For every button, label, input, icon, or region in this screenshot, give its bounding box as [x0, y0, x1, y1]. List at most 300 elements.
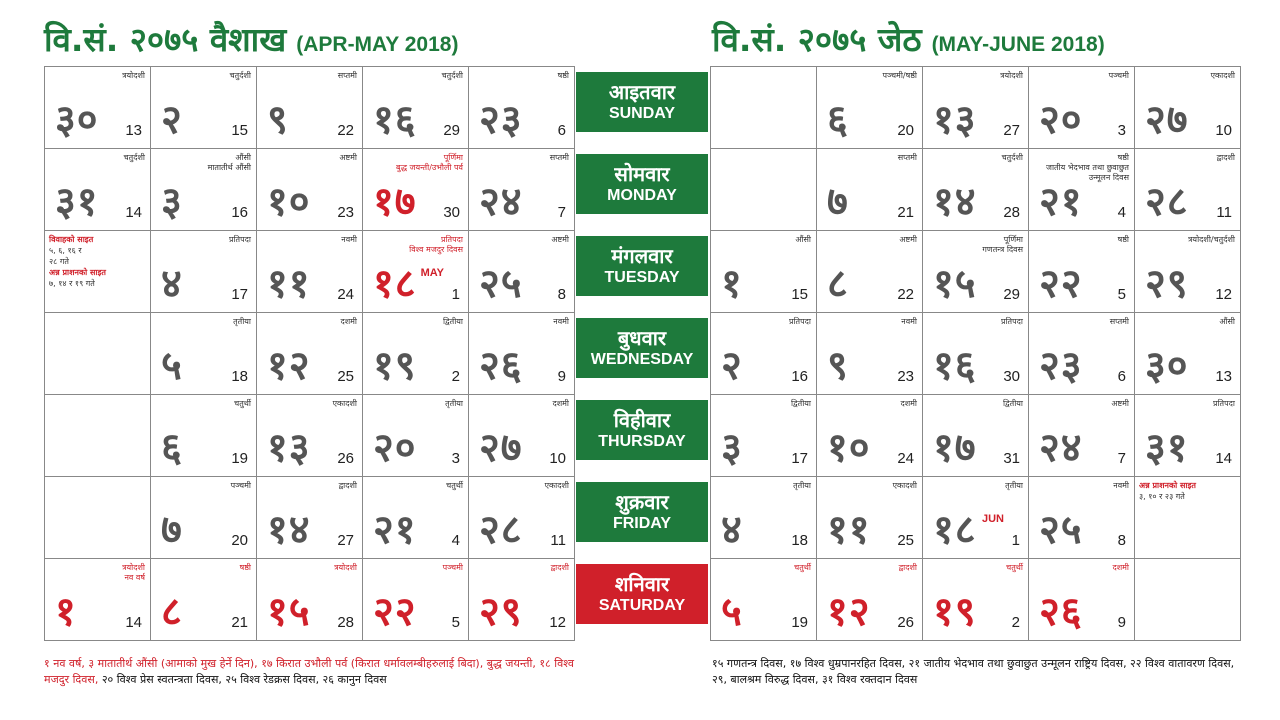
- nepali-date: ७: [161, 507, 183, 553]
- weekday-nepali: बुधवार: [617, 326, 667, 350]
- weekday-english: TUESDAY: [604, 269, 680, 286]
- english-date: 20: [897, 122, 914, 139]
- day-cell: [151, 67, 257, 149]
- tithi-label: तृतीया: [233, 317, 251, 326]
- nepali-date: ८: [161, 589, 183, 635]
- day-cell: [363, 149, 469, 231]
- day-cell: [151, 149, 257, 231]
- footer-holidays-baisakh: [44, 656, 574, 688]
- nepali-date: ९: [827, 343, 849, 389]
- day-cell: [45, 559, 151, 641]
- tithi-label: द्वितीया: [1002, 399, 1023, 408]
- day-cell: [1029, 313, 1135, 395]
- nepali-date: २२: [373, 589, 417, 635]
- day-cell: [363, 559, 469, 641]
- tithi-label: द्वादशी: [1216, 153, 1235, 162]
- english-date: 6: [1117, 368, 1126, 385]
- tithi-label: नवमी: [553, 317, 569, 326]
- english-date: 1: [1011, 532, 1020, 549]
- day-cell: [363, 67, 469, 149]
- day-cell: [151, 313, 257, 395]
- nepali-date: १३: [267, 425, 311, 471]
- day-cell: [257, 313, 363, 395]
- english-date: 19: [791, 614, 808, 631]
- nepali-date: २८: [479, 507, 523, 553]
- nepali-date: १: [721, 261, 743, 307]
- day-cell: [1135, 149, 1241, 231]
- day-cell: [923, 395, 1029, 477]
- english-date: 28: [1003, 204, 1020, 221]
- day-cell: [817, 313, 923, 395]
- day-cell: [817, 67, 923, 149]
- day-cell: [711, 67, 817, 149]
- day-cell: [257, 477, 363, 559]
- english-month: JUN: [981, 513, 1004, 525]
- english-date: 8: [557, 286, 566, 303]
- nepali-date: १७: [933, 425, 977, 471]
- nepali-date: १८: [933, 507, 977, 553]
- day-cell: [151, 559, 257, 641]
- tithi-label: द्वादशी: [898, 563, 917, 572]
- english-date: 27: [1003, 122, 1020, 139]
- english-date: 14: [125, 614, 142, 631]
- tithi-label: पञ्चमी: [230, 481, 251, 490]
- tithi-label: तृतीया: [445, 399, 463, 408]
- english-date: 4: [451, 532, 460, 549]
- weekday-english: MONDAY: [607, 187, 677, 204]
- tithi-label: चतुर्थी: [1006, 563, 1023, 572]
- tithi-label: अष्टमी: [1111, 399, 1129, 408]
- nepali-date: २५: [479, 261, 523, 307]
- nepali-date: ३१: [55, 179, 99, 225]
- weekday-english: SATURDAY: [598, 597, 686, 614]
- english-date: 25: [337, 368, 354, 385]
- english-date: 11: [550, 532, 566, 549]
- holiday-text: १ नव वर्ष, ३ मातातीर्थ औंसी (आमाको मुख हेर्ने दिन),: [44, 657, 262, 670]
- note-line: अन्न प्राशनको साइत: [1139, 481, 1196, 490]
- english-date: 17: [231, 286, 248, 303]
- nepali-date: ८: [827, 261, 849, 307]
- day-cell: [923, 149, 1029, 231]
- english-date: 14: [1215, 450, 1232, 467]
- nepali-date: १६: [373, 97, 417, 143]
- english-date: 22: [337, 122, 354, 139]
- tithi-label: अष्टमी: [339, 153, 357, 162]
- english-date: 16: [231, 204, 248, 221]
- day-cell: [151, 231, 257, 313]
- nepali-date: २३: [1039, 343, 1083, 389]
- nepali-date: ४: [721, 507, 743, 553]
- weekday-wednesday: [576, 318, 708, 378]
- tithi-label: चतुर्दशी: [123, 153, 145, 162]
- nepali-date: २१: [373, 507, 417, 553]
- tithi-label: प्रतिपदा विश्व मजदुर दिवस: [409, 235, 463, 254]
- day-cell: [45, 313, 151, 395]
- nepali-date: २६: [479, 343, 523, 389]
- tithi-label: चतुर्थी: [446, 481, 463, 490]
- tithi-label: चतुर्दशी: [229, 71, 251, 80]
- day-cell: [923, 67, 1029, 149]
- nepali-date: ११: [267, 261, 311, 307]
- tithi-label: चतुर्थी: [234, 399, 251, 408]
- english-date: 12: [1215, 286, 1232, 303]
- nepali-date: २८: [1145, 179, 1189, 225]
- weekday-english: FRIDAY: [612, 515, 672, 532]
- day-cell: [257, 67, 363, 149]
- english-date: 14: [125, 204, 142, 221]
- tithi-label: सप्तमी: [549, 153, 569, 162]
- nepali-date: ९: [267, 97, 289, 143]
- tithi-label: प्रतिपदा: [788, 317, 811, 326]
- english-date: 15: [231, 122, 248, 139]
- day-cell: [363, 395, 469, 477]
- day-cell: [817, 559, 923, 641]
- day-cell: [363, 231, 469, 313]
- day-cell: [1029, 477, 1135, 559]
- tithi-label: पूर्णिमा बुद्ध जयन्ती/उभौली पर्व: [396, 153, 463, 172]
- day-cell: [1029, 559, 1135, 641]
- english-date: 22: [897, 286, 914, 303]
- tithi-label: दशमी: [1112, 563, 1129, 572]
- weekday-nepali: शनिवार: [614, 572, 670, 596]
- nepali-date: ६: [827, 97, 849, 143]
- nepali-date: २५: [1039, 507, 1083, 553]
- tithi-label: द्वादशी: [338, 481, 357, 490]
- day-cell: [469, 67, 575, 149]
- note-line: अन्न प्राशनको साइत: [49, 268, 106, 277]
- weekday-sunday: [576, 72, 708, 132]
- tithi-label: अष्टमी: [899, 235, 917, 244]
- english-date: 12: [549, 614, 566, 631]
- nepali-date: १७: [373, 179, 417, 225]
- day-cell: [469, 559, 575, 641]
- day-cell: [469, 231, 575, 313]
- month-title: वि.सं. २०७५ वैशाख: [44, 20, 287, 59]
- nepali-date: १५: [267, 589, 311, 635]
- english-date: 23: [897, 368, 914, 385]
- english-date: 3: [451, 450, 460, 467]
- tithi-label: षष्ठी: [557, 71, 569, 80]
- english-date: 2: [1011, 614, 1020, 631]
- nepali-date: १३: [933, 97, 977, 143]
- day-cell: [469, 313, 575, 395]
- tithi-label: चतुर्थी: [794, 563, 811, 572]
- nepali-date: २९: [479, 589, 523, 635]
- english-date: 10: [549, 450, 566, 467]
- day-cell: [45, 149, 151, 231]
- english-date: 13: [125, 122, 142, 139]
- note-line: ५, ६, १६ र: [49, 246, 82, 255]
- nepali-date: १६: [933, 343, 977, 389]
- english-date: 23: [337, 204, 354, 221]
- english-date: 29: [443, 122, 460, 139]
- english-date: 19: [231, 450, 248, 467]
- english-date: 1: [451, 286, 460, 303]
- english-date: 3: [1117, 122, 1126, 139]
- day-cell: [469, 149, 575, 231]
- nepali-date: २: [721, 343, 743, 389]
- english-date: 31: [1003, 450, 1020, 467]
- tithi-label: षष्ठी: [1117, 235, 1129, 244]
- day-cell: [469, 477, 575, 559]
- nepali-date: २०: [373, 425, 417, 471]
- tithi-label: षष्ठी: [239, 563, 251, 572]
- english-date: 24: [337, 286, 354, 303]
- english-date: 9: [557, 368, 566, 385]
- day-cell: [151, 395, 257, 477]
- day-cell: [257, 149, 363, 231]
- nepali-date: १४: [267, 507, 311, 553]
- weekday-nepali: विहीवार: [613, 408, 671, 432]
- weekday-monday: [576, 154, 708, 214]
- day-cell: [1135, 395, 1241, 477]
- english-date: 30: [443, 204, 460, 221]
- tithi-label: अष्टमी: [551, 235, 569, 244]
- day-cell: [1029, 395, 1135, 477]
- title-baisakh: [44, 16, 458, 58]
- weekday-english: SUNDAY: [608, 105, 676, 122]
- nepali-date: २४: [1039, 425, 1083, 471]
- nepali-date: २९: [1145, 261, 1189, 307]
- english-date: 8: [1117, 532, 1126, 549]
- tithi-label: दशमी: [900, 399, 917, 408]
- english-date: 27: [337, 532, 354, 549]
- nepali-date: ४: [161, 261, 183, 307]
- nepali-date: १२: [827, 589, 871, 635]
- english-date: 21: [231, 614, 248, 631]
- english-date: 9: [1117, 614, 1126, 631]
- tithi-label: पञ्चमी: [442, 563, 463, 572]
- tithi-label: चतुर्दशी: [1001, 153, 1023, 162]
- tithi-label: दशमी: [552, 399, 569, 408]
- muhurta-note: [49, 234, 106, 289]
- nepali-date: ७: [827, 179, 849, 225]
- holiday-text: १७ किरात उभौली पर्व (किरात धर्मावलम्बीहरुलाई बिदा), बुद्ध जयन्ती, १८ विश्व मजदुर दिवस,: [44, 657, 575, 686]
- weekday-english: WEDNESDAY: [590, 351, 694, 368]
- day-cell: [711, 395, 817, 477]
- note-line: ७, १४ र १९ गते: [49, 279, 95, 288]
- tithi-label: त्रयोदशी: [334, 563, 357, 572]
- nepali-date: २४: [479, 179, 523, 225]
- day-cell: [923, 231, 1029, 313]
- day-cell: [711, 149, 817, 231]
- nepali-date: १५: [933, 261, 977, 307]
- month-subtitle: (APR-MAY 2018): [296, 33, 459, 56]
- day-cell: [711, 313, 817, 395]
- day-cell: [45, 67, 151, 149]
- weekday-nepali: शुक्रवार: [615, 490, 669, 514]
- tithi-label: औंसी: [1219, 317, 1235, 326]
- title-jestha: [712, 16, 1105, 58]
- nepali-date: १२: [267, 343, 311, 389]
- nepali-date: ११: [827, 507, 871, 553]
- tithi-label: षष्ठी जातीय भेदभाव तथा छुवाछुत उन्मूलन दिवस: [1046, 153, 1129, 182]
- day-cell: [45, 231, 151, 313]
- tithi-label: चतुर्दशी: [441, 71, 463, 80]
- english-date: 18: [231, 368, 248, 385]
- english-date: 7: [1117, 450, 1126, 467]
- day-cell: [257, 559, 363, 641]
- tithi-label: त्रयोदशी नव वर्ष: [122, 563, 145, 582]
- day-cell: [363, 477, 469, 559]
- day-cell: [711, 477, 817, 559]
- tithi-label: दशमी: [340, 317, 357, 326]
- nepali-date: १९: [933, 589, 977, 635]
- tithi-label: तृतीया: [1005, 481, 1023, 490]
- calendar-grid-baisakh: [44, 66, 575, 641]
- day-cell: [923, 313, 1029, 395]
- nepali-date: १८: [373, 261, 417, 307]
- english-date: 13: [1215, 368, 1232, 385]
- nepali-date: २०: [1039, 97, 1083, 143]
- month-title: वि.सं. २०७५ जेठ: [712, 20, 922, 59]
- day-cell: [151, 477, 257, 559]
- english-date: 28: [337, 614, 354, 631]
- day-cell: [817, 477, 923, 559]
- tithi-label: प्रतिपदा: [1212, 399, 1235, 408]
- tithi-label: द्वादशी: [550, 563, 569, 572]
- english-date: 15: [791, 286, 808, 303]
- day-cell: [1135, 559, 1241, 641]
- day-cell: [1029, 67, 1135, 149]
- tithi-label: त्रयोदशी/चतुर्दशी: [1188, 235, 1235, 244]
- weekday-friday: [576, 482, 708, 542]
- tithi-label: नवमी: [341, 235, 357, 244]
- tithi-label: पञ्चमी/षष्ठी: [882, 71, 917, 80]
- day-cell: [1135, 67, 1241, 149]
- english-date: 29: [1003, 286, 1020, 303]
- calendar-grid-jestha: [710, 66, 1241, 641]
- nepali-date: ५: [721, 589, 743, 635]
- nepali-date: ३०: [55, 97, 99, 143]
- month-subtitle: (MAY-JUNE 2018): [931, 33, 1105, 56]
- weekday-nepali: सोमवार: [614, 162, 670, 186]
- tithi-label: एकादशी: [1210, 71, 1235, 80]
- day-cell: [363, 313, 469, 395]
- tithi-label: एकादशी: [892, 481, 917, 490]
- nepali-date: २२: [1039, 261, 1083, 307]
- english-date: 7: [557, 204, 566, 221]
- day-cell: [923, 559, 1029, 641]
- note-line: ३, १० र २३ गते: [1139, 492, 1185, 501]
- english-date: 26: [897, 614, 914, 631]
- day-cell: [817, 395, 923, 477]
- english-date: 16: [791, 368, 808, 385]
- tithi-label: नवमी: [1113, 481, 1129, 490]
- english-date: 30: [1003, 368, 1020, 385]
- english-date: 11: [1216, 204, 1232, 221]
- tithi-label: त्रयोदशी: [122, 71, 145, 80]
- day-cell: [711, 559, 817, 641]
- english-date: 24: [897, 450, 914, 467]
- day-cell: [45, 477, 151, 559]
- nepali-date: ३१: [1145, 425, 1189, 471]
- nepali-date: २: [161, 97, 183, 143]
- english-date: 4: [1117, 204, 1126, 221]
- tithi-label: प्रतिपदा: [228, 235, 251, 244]
- nepali-date: १०: [267, 179, 311, 225]
- english-date: 17: [791, 450, 808, 467]
- tithi-label: द्वितीया: [442, 317, 463, 326]
- tithi-label: सप्तमी: [897, 153, 917, 162]
- day-cell: [257, 231, 363, 313]
- note-line: २८ गते: [49, 257, 69, 266]
- nepali-date: ३: [161, 179, 183, 225]
- tithi-label: सप्तमी: [337, 71, 357, 80]
- tithi-label: एकादशी: [544, 481, 569, 490]
- tithi-label: द्वितीया: [790, 399, 811, 408]
- tithi-label: सप्तमी: [1109, 317, 1129, 326]
- nepali-date: ६: [161, 425, 183, 471]
- day-cell: [1135, 313, 1241, 395]
- day-cell: [1135, 477, 1241, 559]
- day-cell: [1029, 231, 1135, 313]
- day-cell: [817, 231, 923, 313]
- nepali-date: २७: [1145, 97, 1189, 143]
- weekday-nepali: मंगलवार: [611, 244, 673, 268]
- tithi-label: औंसी मातातीर्थ औंसी: [207, 153, 251, 172]
- holiday-text: १५ गणतन्त्र दिवस, १७ विश्व धुम्रपानरहित दिवस, २१ जातीय भेदभाव तथा छुवाछुत उन्मूलन राष्ट्रिय दिवस, २२ विश्व वातावरण दिवस, २९, बालश्रम विरुद्ध दिवस, ३१ विश्व रक्तदान दिवस: [712, 657, 1235, 686]
- nepali-date: ३०: [1145, 343, 1189, 389]
- day-cell: [45, 395, 151, 477]
- day-cell: [257, 395, 363, 477]
- tithi-label: तृतीया: [793, 481, 811, 490]
- english-date: 18: [791, 532, 808, 549]
- english-date: 10: [1215, 122, 1232, 139]
- english-date: 20: [231, 532, 248, 549]
- day-cell: [469, 395, 575, 477]
- note-line: विवाहको साइत: [49, 235, 94, 244]
- tithi-label: एकादशी: [332, 399, 357, 408]
- nepali-date: १९: [373, 343, 417, 389]
- nepali-date: २७: [479, 425, 523, 471]
- weekday-tuesday: [576, 236, 708, 296]
- english-date: 26: [337, 450, 354, 467]
- nepali-date: २६: [1039, 589, 1083, 635]
- nepali-date: २१: [1039, 179, 1083, 225]
- english-date: 5: [1117, 286, 1126, 303]
- muhurta-note: [1139, 480, 1196, 502]
- weekday-thursday: [576, 400, 708, 460]
- nepali-date: १४: [933, 179, 977, 225]
- english-date: 25: [897, 532, 914, 549]
- weekday-english: THURSDAY: [598, 433, 686, 450]
- tithi-label: पूर्णिमा गणतन्त्र दिवस: [982, 235, 1023, 254]
- english-date: 6: [557, 122, 566, 139]
- day-cell: [817, 149, 923, 231]
- tithi-label: औंसी: [795, 235, 811, 244]
- nepali-date: ५: [161, 343, 183, 389]
- tithi-label: त्रयोदशी: [1000, 71, 1023, 80]
- nepali-date: ३: [721, 425, 743, 471]
- english-date: 2: [451, 368, 460, 385]
- tithi-label: पञ्चमी: [1108, 71, 1129, 80]
- nepali-date: १०: [827, 425, 871, 471]
- day-cell: [711, 231, 817, 313]
- nepali-date: २३: [479, 97, 523, 143]
- day-cell: [1029, 149, 1135, 231]
- holiday-text: २० विश्व प्रेस स्वतन्त्रता दिवस, २५ विश्व रेडक्रस दिवस, २६ कानुन दिवस: [98, 673, 387, 686]
- english-month: MAY: [420, 267, 444, 279]
- weekday-nepali: आइतवार: [608, 80, 676, 104]
- footer-holidays-jestha: [712, 656, 1242, 688]
- english-date: 21: [897, 204, 914, 221]
- weekday-saturday: [576, 564, 708, 624]
- tithi-label: प्रतिपदा: [1000, 317, 1023, 326]
- tithi-label: नवमी: [901, 317, 917, 326]
- nepali-date: १: [55, 589, 77, 635]
- day-cell: [1135, 231, 1241, 313]
